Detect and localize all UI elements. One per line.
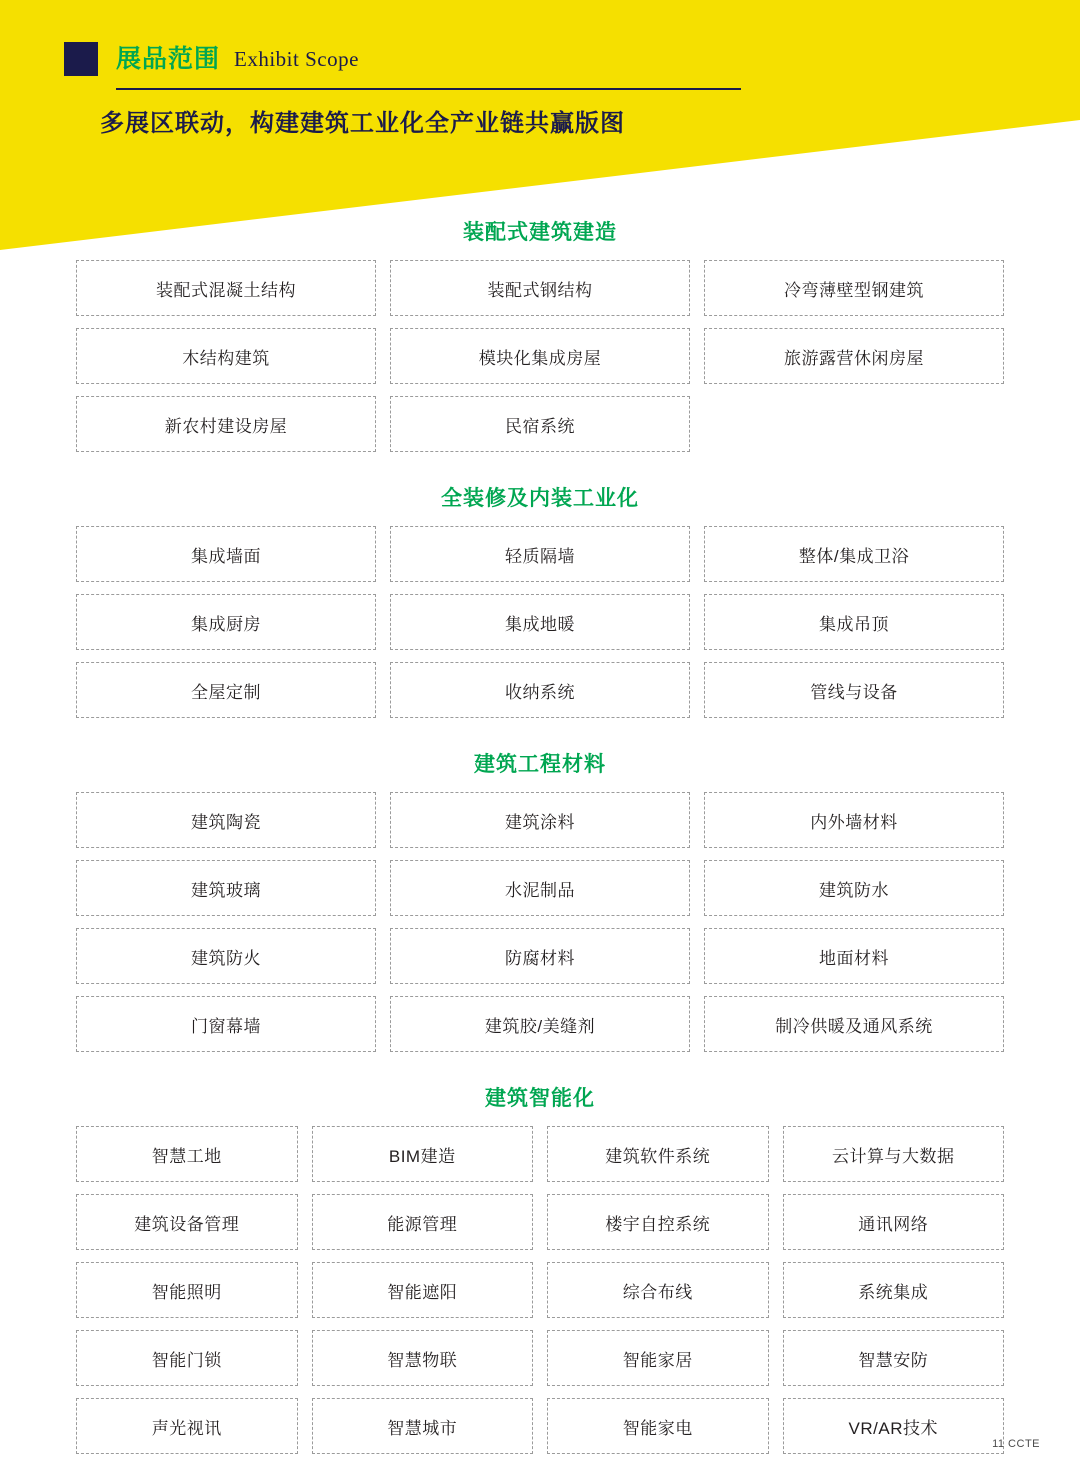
scope-item[interactable]: 集成墙面 xyxy=(76,526,376,582)
scope-item[interactable]: 地面材料 xyxy=(704,928,1004,984)
scope-item[interactable]: 装配式混凝土结构 xyxy=(76,260,376,316)
scope-item[interactable]: 旅游露营休闲房屋 xyxy=(704,328,1004,384)
header-title-row xyxy=(64,42,964,76)
scope-item[interactable]: 智能遮阳 xyxy=(312,1262,534,1318)
scope-item[interactable]: 智慧工地 xyxy=(76,1126,298,1182)
scope-item[interactable]: 智慧城市 xyxy=(312,1398,534,1454)
scope-item[interactable]: 制冷供暖及通风系统 xyxy=(704,996,1004,1052)
scope-item[interactable]: 轻质隔墙 xyxy=(390,526,690,582)
scope-item[interactable]: 模块化集成房屋 xyxy=(390,328,690,384)
section-grid xyxy=(0,260,1080,452)
page-title-en: Exhibit Scope xyxy=(234,46,359,71)
scope-item[interactable]: 防腐材料 xyxy=(390,928,690,984)
section-title: 装配式建筑建造 xyxy=(463,221,617,244)
scope-item[interactable]: 集成厨房 xyxy=(76,594,376,650)
page-title-cn: 展品范围 xyxy=(116,44,221,73)
scope-item[interactable]: 木结构建筑 xyxy=(76,328,376,384)
scope-item[interactable]: 智能照明 xyxy=(76,1262,298,1318)
scope-item[interactable]: 集成吊顶 xyxy=(704,594,1004,650)
scope-item[interactable]: 建筑陶瓷 xyxy=(76,792,376,848)
section-prefab-construction xyxy=(0,216,1080,452)
scope-item[interactable]: 建筑涂料 xyxy=(390,792,690,848)
scope-item[interactable]: 集成地暖 xyxy=(390,594,690,650)
scope-item[interactable]: 建筑玻璃 xyxy=(76,860,376,916)
scope-item[interactable]: 建筑防水 xyxy=(704,860,1004,916)
scope-item[interactable]: 装配式钢结构 xyxy=(390,260,690,316)
scope-item[interactable]: 智能家电 xyxy=(547,1398,769,1454)
scope-item[interactable]: 综合布线 xyxy=(547,1262,769,1318)
section-interior-industrialization xyxy=(0,482,1080,718)
scope-item[interactable]: 智慧安防 xyxy=(783,1330,1005,1386)
section-building-materials xyxy=(0,748,1080,1052)
section-building-intelligence xyxy=(0,1082,1080,1454)
page-subtitle: 多展区联动，构建建筑工业化全产业链共赢版图 xyxy=(100,109,625,137)
section-title: 建筑工程材料 xyxy=(474,753,606,776)
section-grid xyxy=(0,792,1080,1052)
scope-item[interactable]: 新农村建设房屋 xyxy=(76,396,376,452)
scope-item[interactable]: 通讯网络 xyxy=(783,1194,1005,1250)
title-divider xyxy=(116,88,741,90)
scope-item[interactable]: 能源管理 xyxy=(312,1194,534,1250)
scope-item[interactable]: 冷弯薄壁型钢建筑 xyxy=(704,260,1004,316)
scope-item[interactable]: 建筑软件系统 xyxy=(547,1126,769,1182)
scope-item[interactable]: 声光视讯 xyxy=(76,1398,298,1454)
scope-item[interactable]: 门窗幕墙 xyxy=(76,996,376,1052)
scope-item[interactable]: 水泥制品 xyxy=(390,860,690,916)
section-title: 全装修及内装工业化 xyxy=(441,487,639,510)
section-title: 建筑智能化 xyxy=(485,1087,595,1110)
page-number: 11 CCTE xyxy=(992,1438,1040,1450)
exhibit-scope-content xyxy=(0,196,1080,1458)
scope-item[interactable]: 智能家居 xyxy=(547,1330,769,1386)
title-square-icon xyxy=(64,42,98,76)
scope-item[interactable]: 建筑防火 xyxy=(76,928,376,984)
scope-item[interactable]: BIM建造 xyxy=(312,1126,534,1182)
scope-item[interactable]: 建筑设备管理 xyxy=(76,1194,298,1250)
scope-item[interactable]: 系统集成 xyxy=(783,1262,1005,1318)
scope-item[interactable]: 云计算与大数据 xyxy=(783,1126,1005,1182)
scope-item[interactable]: 收纳系统 xyxy=(390,662,690,718)
section-grid xyxy=(0,526,1080,718)
scope-item[interactable]: 智能门锁 xyxy=(76,1330,298,1386)
scope-item[interactable]: 楼宇自控系统 xyxy=(547,1194,769,1250)
scope-item[interactable]: 民宿系统 xyxy=(390,396,690,452)
scope-item-placeholder xyxy=(704,396,1004,452)
scope-item[interactable]: 全屋定制 xyxy=(76,662,376,718)
scope-item[interactable]: 管线与设备 xyxy=(704,662,1004,718)
scope-item[interactable]: 建筑胶/美缝剂 xyxy=(390,996,690,1052)
header-content xyxy=(64,42,964,138)
scope-item[interactable]: VR/AR技术 xyxy=(783,1398,1005,1454)
scope-item[interactable]: 整体/集成卫浴 xyxy=(704,526,1004,582)
scope-item[interactable]: 内外墙材料 xyxy=(704,792,1004,848)
section-grid xyxy=(0,1126,1080,1454)
scope-item[interactable]: 智慧物联 xyxy=(312,1330,534,1386)
